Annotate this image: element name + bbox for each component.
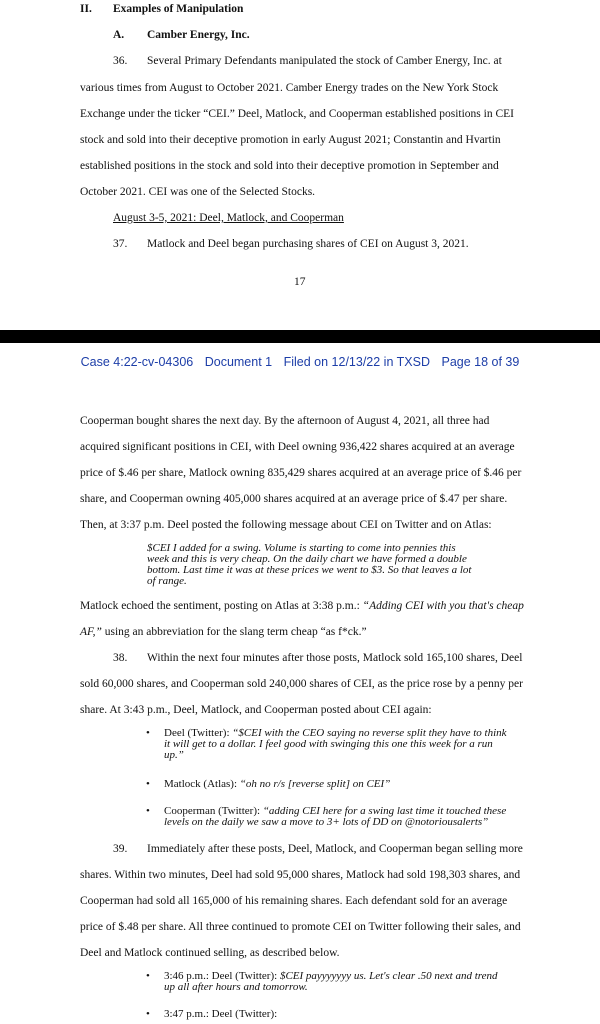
bullet-icon: • — [146, 727, 150, 739]
bullet-quote: “oh no r/s [reverse split] on CEI” — [239, 778, 391, 790]
bullet-quote: $CEI payyyyyyy us. Let's clear .50 next and trend — [279, 970, 498, 982]
paragraph-line: Several Primary Defendants manipulated the stock of Camber Energy, Inc. at — [147, 55, 502, 67]
bullet-icon: • — [146, 778, 150, 790]
paragraph-line: sold 60,000 shares, and Cooperman sold 240,000 shares of CEI, as the price rose by a penny per — [80, 678, 523, 690]
blockquote-line: bottom. Last time it was at these prices we went to $3. So that leaves a lot — [147, 564, 472, 576]
document-page-18 — [0, 343, 600, 1024]
page-number: 17 — [294, 276, 306, 288]
bullet-icon: • — [146, 805, 150, 817]
bullet-quote: “adding CEI here for a swing last time it touched these — [262, 805, 507, 817]
paragraph-line: acquired significant positions in CEI, with Deel owning 936,422 shares acquired at an average — [80, 441, 515, 453]
paragraph-line: share. At 3:43 p.m., Deel, Matlock, and Cooperman posted about CEI again: — [80, 704, 432, 716]
paragraph-line: shares. Within two minutes, Deel had sold 95,000 shares, Matlock had sold 198,303 shares, and — [80, 869, 521, 881]
paragraph-number: 39. — [113, 843, 128, 855]
paragraph-number: 37. — [113, 238, 128, 250]
paragraph-line — [80, 625, 367, 639]
paragraph-line: stock and sold into their deceptive promotion in early August 2021; Constantin and Hvartin — [80, 134, 501, 146]
bullet-prefix: Cooperman (Twitter): — [164, 805, 263, 817]
bullet-item: 3:47 p.m.: Deel (Twitter): — [164, 1008, 278, 1020]
paragraph-line: various times from August to October 2021. Camber Energy trades on the New York Stock — [80, 82, 499, 94]
paragraph-line — [80, 599, 524, 613]
blockquote-line: $CEI I added for a swing. Volume is starting to come into pennies this — [147, 542, 456, 554]
bullet-quote: levels on the daily we saw a move to 3+ lots of DD on @notoriousalerts” — [164, 816, 489, 828]
bullet-icon: • — [146, 970, 150, 982]
paragraph-number: 38. — [113, 652, 128, 664]
bullet-icon: • — [146, 1008, 150, 1020]
subsection-letter: A. — [113, 29, 125, 41]
subsection-title: Camber Energy, Inc. — [147, 29, 250, 41]
blockquote-line: week and this is very cheap. On the daily chart we have formed a double — [147, 553, 467, 565]
section-title: Examples of Manipulation — [113, 3, 244, 15]
bullet-quote: up.” — [164, 749, 184, 761]
paragraph-line: Within the next four minutes after those posts, Matlock sold 165,100 shares, Deel — [147, 652, 523, 664]
document-page-17 — [0, 0, 600, 330]
paragraph-line: Cooperman bought shares the next day. By the afternoon of August 4, 2021, all three had — [80, 415, 490, 427]
bullet-item — [164, 778, 390, 790]
bullet-quote: up all after hours and tomorrow. — [164, 981, 308, 993]
bullet-prefix: 3:46 p.m.: Deel (Twitter): — [164, 970, 280, 982]
paragraph-line: October 2021. CEI was one of the Selected Stocks. — [80, 186, 316, 198]
paragraph-line: share, and Cooperman owning 405,000 shares acquired at an average price of $.47 per share. — [80, 493, 508, 505]
bullet-quote: “$CEI with the CEO saying no reverse split they have to think — [232, 727, 507, 739]
matlock-text-plain: using an abbreviation for the slang term cheap “as f*ck.” — [101, 626, 367, 638]
matlock-quote: “Adding CEI with you that's cheap — [362, 600, 524, 612]
matlock-text-plain: Matlock echoed the sentiment, posting on Atlas at 3:38 p.m.: — [80, 600, 363, 612]
paragraph-line: Cooperman had sold all 165,000 of his remaining shares. Each defendant sold for an average — [80, 895, 508, 907]
case-header — [0, 355, 600, 369]
bullet-quote: it will get to a dollar. I feel good with swinging this one this week for a run — [164, 738, 493, 750]
bullet-prefix: Matlock (Atlas): — [164, 778, 240, 790]
paragraph-line: established positions in the stock and sold into their deceptive promotion in September and — [80, 160, 499, 172]
filed-date: Filed on 12/13/22 in TXSD — [283, 355, 430, 369]
document-number: Document 1 — [204, 355, 273, 369]
paragraph-number: 36. — [113, 55, 128, 67]
paragraph-line: Immediately after these posts, Deel, Matlock, and Cooperman began selling more — [147, 843, 523, 855]
paragraph-line: Matlock and Deel began purchasing shares of CEI on August 3, 2021. — [147, 238, 469, 250]
matlock-quote: AF,” — [80, 626, 102, 638]
paragraph-line: Deel and Matlock continued selling, as described below. — [80, 947, 340, 959]
bullet-prefix: Deel (Twitter): — [164, 727, 233, 739]
section-number: II. — [80, 3, 92, 15]
blockquote-line: of range. — [147, 575, 187, 587]
case-number: Case 4:22-cv-04306 — [80, 355, 194, 369]
paragraph-line: Then, at 3:37 p.m. Deel posted the following message about CEI on Twitter and on Atlas: — [80, 519, 492, 531]
paragraph-line: price of $.46 per share, Matlock owning 835,429 shares acquired at an average price of $.46 per — [80, 467, 522, 479]
subheading: August 3-5, 2021: Deel, Matlock, and Cooperman — [113, 212, 344, 224]
paragraph-line: Exchange under the ticker “CEI.” Deel, Matlock, and Cooperman established positions in CEI — [80, 108, 515, 120]
page-indicator: Page 18 of 39 — [441, 355, 520, 369]
paragraph-line: price of $.48 per share. All three continued to promote CEI on Twitter following their sales, and — [80, 921, 521, 933]
